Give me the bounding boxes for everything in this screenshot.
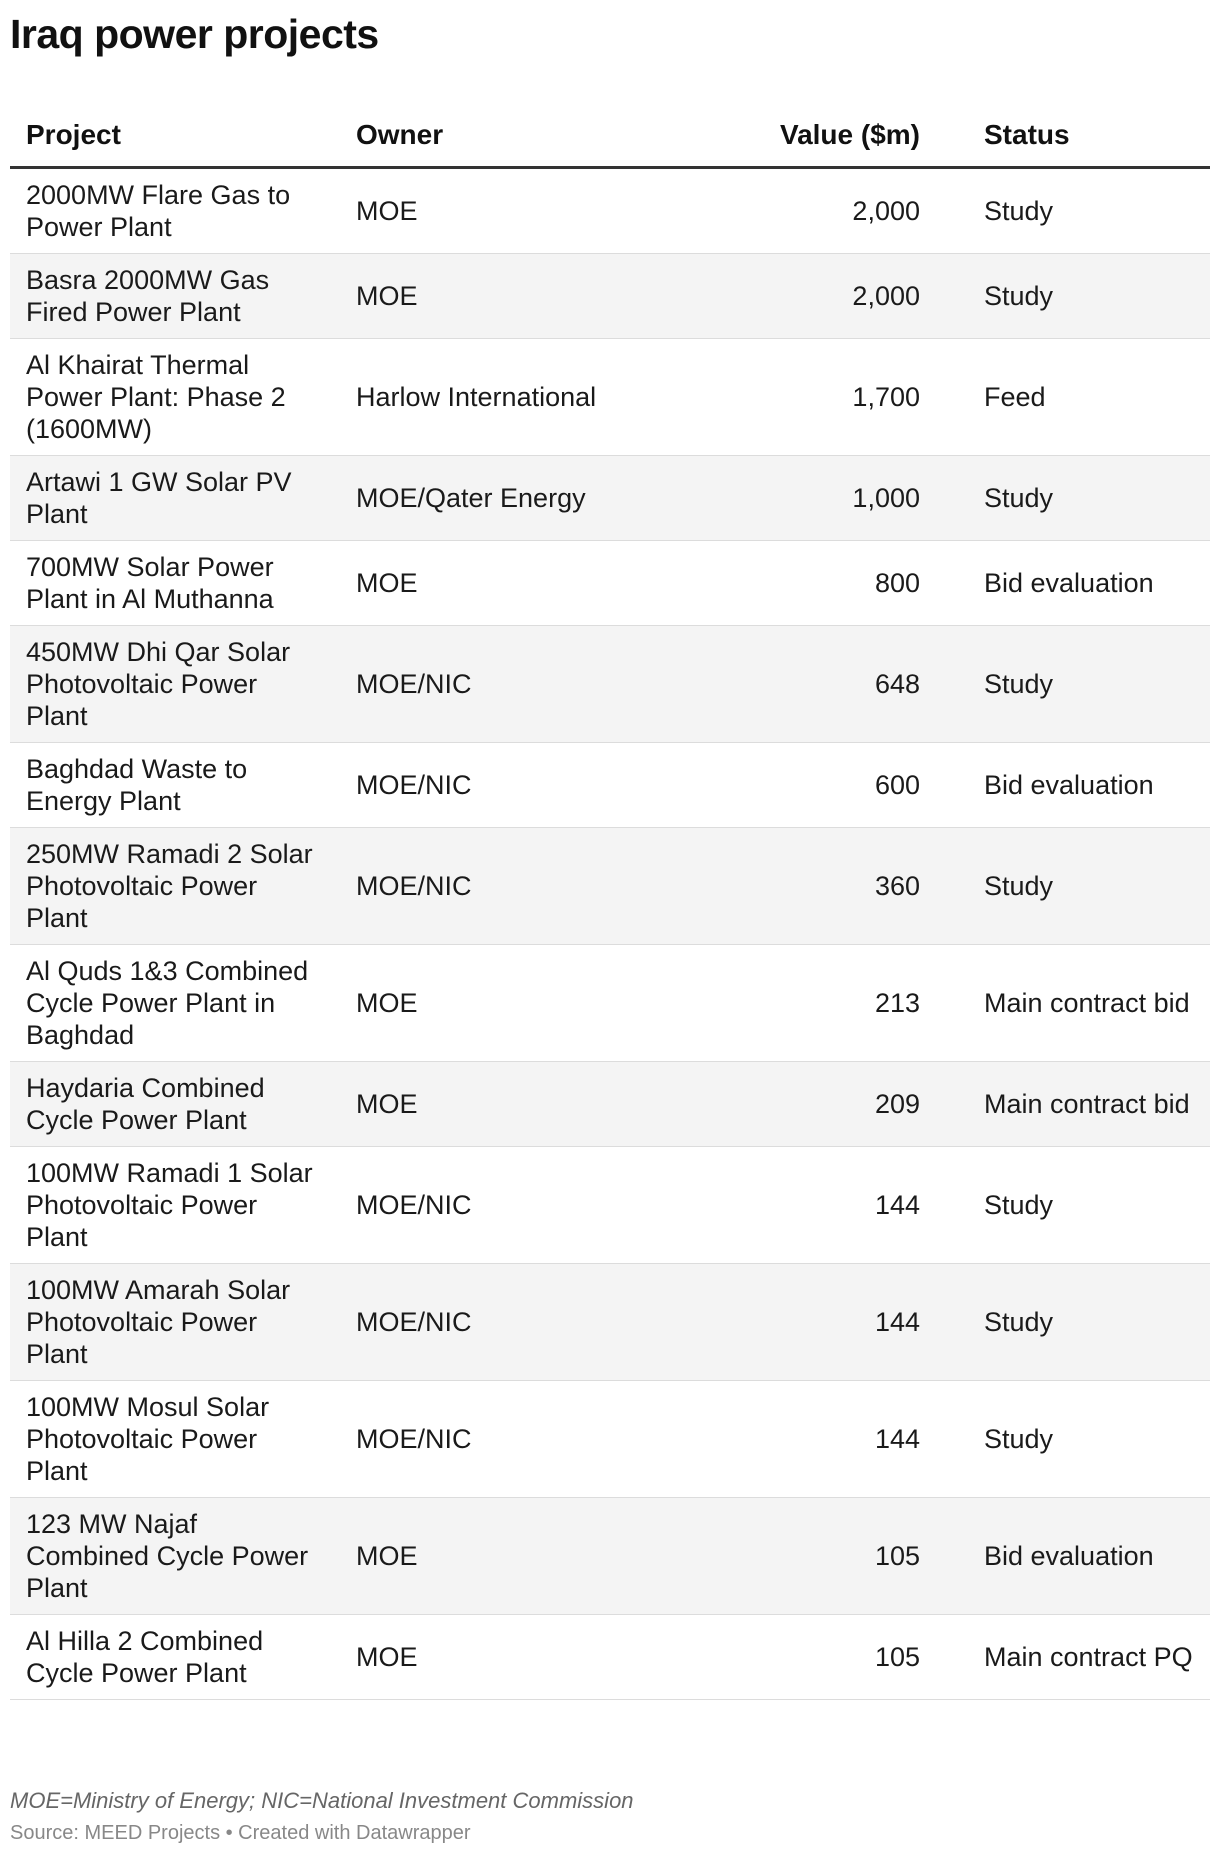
projects-table bbox=[10, 104, 1210, 1700]
cell-project: Artawi 1 GW Solar PV Plant bbox=[10, 456, 340, 541]
cell-owner: MOE bbox=[340, 945, 690, 1062]
table-row bbox=[10, 1062, 1210, 1147]
cell-owner: MOE bbox=[340, 254, 690, 339]
cell-project: 100MW Mosul Solar Photovoltaic Power Plant bbox=[10, 1381, 340, 1498]
column-header-owner[interactable]: Owner bbox=[340, 104, 690, 168]
cell-project: Basra 2000MW Gas Fired Power Plant bbox=[10, 254, 340, 339]
cell-status: Study bbox=[920, 828, 1210, 945]
table-row bbox=[10, 1381, 1210, 1498]
table-row bbox=[10, 168, 1210, 254]
table-row bbox=[10, 1615, 1210, 1700]
cell-owner: MOE bbox=[340, 1062, 690, 1147]
column-header-project[interactable]: Project bbox=[10, 104, 340, 168]
cell-status: Bid evaluation bbox=[920, 743, 1210, 828]
cell-project: 450MW Dhi Qar Solar Photovoltaic Power Plant bbox=[10, 626, 340, 743]
table-row bbox=[10, 1264, 1210, 1381]
table-row bbox=[10, 1147, 1210, 1264]
cell-status: Main contract bid bbox=[920, 1062, 1210, 1147]
cell-value: 2,000 bbox=[690, 168, 920, 254]
cell-owner: MOE bbox=[340, 1498, 690, 1615]
cell-owner: MOE/NIC bbox=[340, 626, 690, 743]
cell-value: 1,700 bbox=[690, 339, 920, 456]
cell-status: Study bbox=[920, 1264, 1210, 1381]
cell-owner: MOE/NIC bbox=[340, 1147, 690, 1264]
cell-owner: MOE bbox=[340, 168, 690, 254]
cell-owner: MOE/Qater Energy bbox=[340, 456, 690, 541]
cell-value: 600 bbox=[690, 743, 920, 828]
cell-value: 144 bbox=[690, 1147, 920, 1264]
table-body bbox=[10, 168, 1210, 1700]
cell-project: 2000MW Flare Gas to Power Plant bbox=[10, 168, 340, 254]
column-header-value[interactable]: Value ($m) bbox=[690, 104, 920, 168]
cell-status: Bid evaluation bbox=[920, 541, 1210, 626]
cell-status: Main contract PQ bbox=[920, 1615, 1210, 1700]
cell-owner: MOE/NIC bbox=[340, 1264, 690, 1381]
table-row bbox=[10, 541, 1210, 626]
cell-value: 209 bbox=[690, 1062, 920, 1147]
table-row bbox=[10, 945, 1210, 1062]
footnote: MOE=Ministry of Energy; NIC=National Investment Commission bbox=[10, 1788, 634, 1813]
cell-value: 105 bbox=[690, 1498, 920, 1615]
cell-value: 648 bbox=[690, 626, 920, 743]
cell-project: 100MW Ramadi 1 Solar Photovoltaic Power Plant bbox=[10, 1147, 340, 1264]
cell-status: Study bbox=[920, 456, 1210, 541]
cell-owner: MOE bbox=[340, 1615, 690, 1700]
cell-owner: MOE/NIC bbox=[340, 828, 690, 945]
cell-project: 250MW Ramadi 2 Solar Photovoltaic Power Plant bbox=[10, 828, 340, 945]
cell-value: 213 bbox=[690, 945, 920, 1062]
table-row bbox=[10, 456, 1210, 541]
cell-status: Study bbox=[920, 1147, 1210, 1264]
cell-value: 144 bbox=[690, 1264, 920, 1381]
cell-status: Study bbox=[920, 254, 1210, 339]
table-row bbox=[10, 1498, 1210, 1615]
cell-value: 360 bbox=[690, 828, 920, 945]
cell-value: 2,000 bbox=[690, 254, 920, 339]
column-header-status[interactable]: Status bbox=[920, 104, 1210, 168]
cell-owner: MOE/NIC bbox=[340, 1381, 690, 1498]
cell-owner: MOE bbox=[340, 541, 690, 626]
cell-status: Study bbox=[920, 1381, 1210, 1498]
table-row bbox=[10, 626, 1210, 743]
source-line: Source: MEED Projects • Created with Datawrapper bbox=[10, 1822, 471, 1844]
cell-project: 100MW Amarah Solar Photovoltaic Power Plant bbox=[10, 1264, 340, 1381]
table-row bbox=[10, 828, 1210, 945]
table-row bbox=[10, 339, 1210, 456]
cell-owner: Harlow International bbox=[340, 339, 690, 456]
cell-value: 144 bbox=[690, 1381, 920, 1498]
cell-value: 1,000 bbox=[690, 456, 920, 541]
cell-owner: MOE/NIC bbox=[340, 743, 690, 828]
table-row bbox=[10, 254, 1210, 339]
cell-status: Main contract bid bbox=[920, 945, 1210, 1062]
cell-project: Al Hilla 2 Combined Cycle Power Plant bbox=[10, 1615, 340, 1700]
table-header-row bbox=[10, 104, 1210, 168]
cell-value: 800 bbox=[690, 541, 920, 626]
chart-title: Iraq power projects bbox=[10, 11, 379, 57]
cell-project: 700MW Solar Power Plant in Al Muthanna bbox=[10, 541, 340, 626]
cell-project: Al Khairat Thermal Power Plant: Phase 2 (1600MW) bbox=[10, 339, 340, 456]
cell-status: Study bbox=[920, 168, 1210, 254]
cell-status: Feed bbox=[920, 339, 1210, 456]
cell-value: 105 bbox=[690, 1615, 920, 1700]
table-row bbox=[10, 743, 1210, 828]
cell-status: Study bbox=[920, 626, 1210, 743]
cell-project: Al Quds 1&3 Combined Cycle Power Plant in Baghdad bbox=[10, 945, 340, 1062]
cell-project: 123 MW Najaf Combined Cycle Power Plant bbox=[10, 1498, 340, 1615]
cell-project: Haydaria Combined Cycle Power Plant bbox=[10, 1062, 340, 1147]
cell-project: Baghdad Waste to Energy Plant bbox=[10, 743, 340, 828]
cell-status: Bid evaluation bbox=[920, 1498, 1210, 1615]
